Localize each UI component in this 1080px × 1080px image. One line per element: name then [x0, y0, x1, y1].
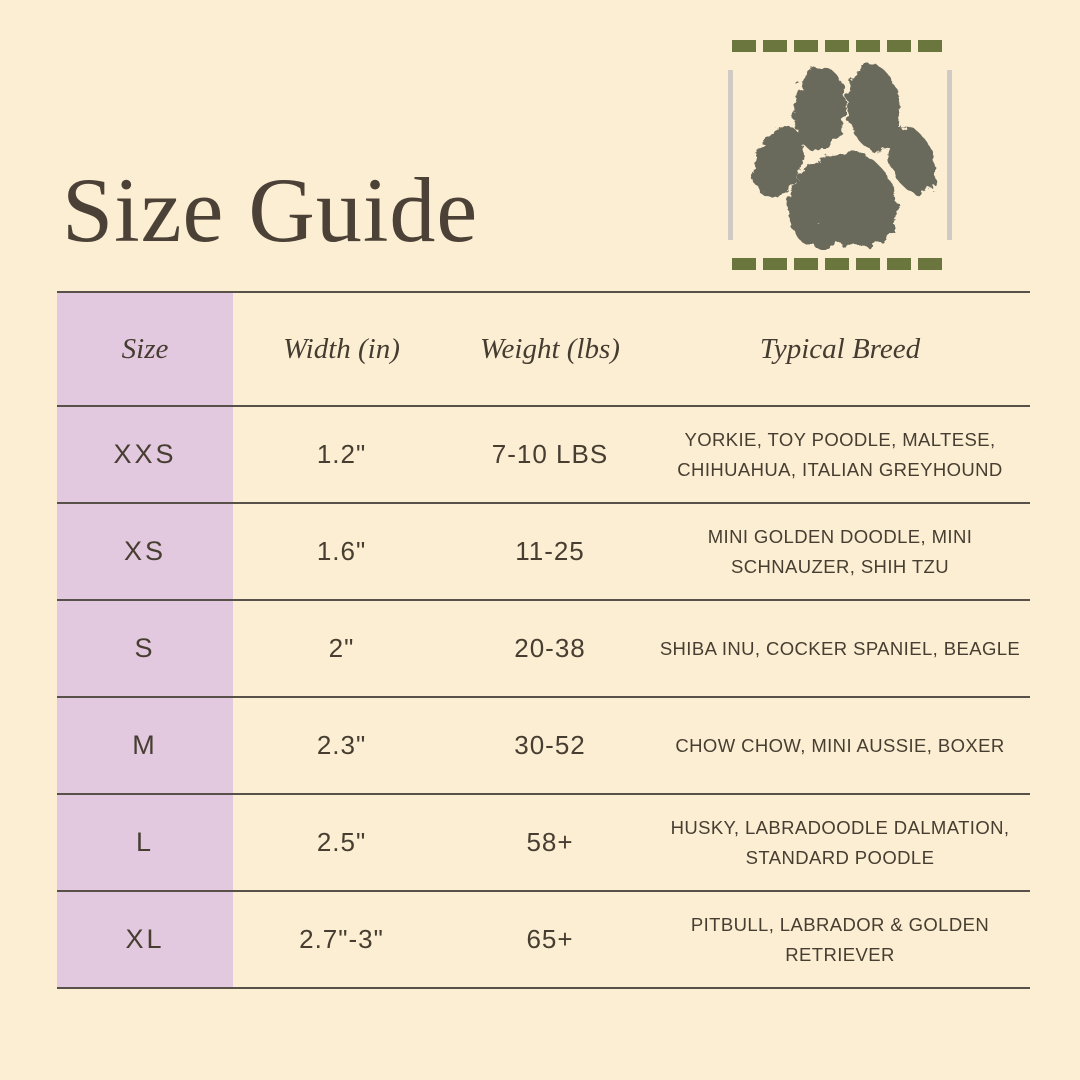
breed-cell: YORKIE, TOY POODLE, MALTESE, CHIHUAHUA, ITALIAN GREYHOUND	[677, 428, 1003, 480]
size-guide-table	[57, 291, 1030, 989]
table-row	[57, 407, 1030, 504]
weight-cell: 58+	[526, 827, 574, 857]
page-title: Size Guide	[62, 158, 479, 261]
size-cell: L	[57, 795, 233, 890]
paw-decoration	[712, 33, 962, 275]
size-cell: XXS	[57, 407, 233, 502]
dashed-line-top	[732, 40, 948, 52]
header-weight: Weight (lbs)	[480, 332, 620, 365]
size-cell: S	[57, 601, 233, 696]
side-bar-left	[728, 70, 733, 240]
header-width: Width (in)	[283, 332, 400, 365]
weight-cell: 11-25	[515, 536, 585, 566]
width-cell: 2.7"-3"	[299, 924, 384, 954]
header-size: Size	[57, 293, 233, 405]
breed-cell: MINI GOLDEN DOODLE, MINI SCHNAUZER, SHIH TZU	[707, 525, 973, 577]
table-row	[57, 601, 1030, 698]
weight-cell: 30-52	[514, 730, 586, 760]
width-cell: 1.6"	[316, 536, 367, 566]
width-cell: 2.3"	[316, 730, 367, 760]
weight-cell: 20-38	[514, 633, 586, 663]
paw-print-icon	[737, 59, 942, 259]
breed-cell: CHOW CHOW, MINI AUSSIE, BOXER	[675, 734, 1005, 756]
table-row	[57, 698, 1030, 795]
width-cell: 2"	[328, 633, 355, 663]
size-cell: XS	[57, 504, 233, 599]
table-row	[57, 892, 1030, 989]
width-cell: 1.2"	[316, 439, 367, 469]
dashed-line-bottom	[732, 258, 948, 270]
table-row	[57, 795, 1030, 892]
table-body	[57, 407, 1030, 989]
table-row	[57, 504, 1030, 601]
size-cell: M	[57, 698, 233, 793]
breed-cell: SHIBA INU, COCKER SPANIEL, BEAGLE	[659, 637, 1021, 659]
breed-cell: HUSKY, LABRADOODLE DALMATION, STANDARD POODLE	[670, 816, 1010, 868]
size-cell: XL	[57, 892, 233, 987]
header-breed: Typical Breed	[759, 332, 921, 365]
side-bar-right	[947, 70, 952, 240]
weight-cell: 7-10 LBS	[491, 439, 609, 469]
breed-cell: PITBULL, LABRADOR & GOLDEN RETRIEVER	[690, 913, 990, 965]
width-cell: 2.5"	[316, 827, 367, 857]
table-header-row	[57, 293, 1030, 407]
weight-cell: 65+	[526, 924, 574, 954]
